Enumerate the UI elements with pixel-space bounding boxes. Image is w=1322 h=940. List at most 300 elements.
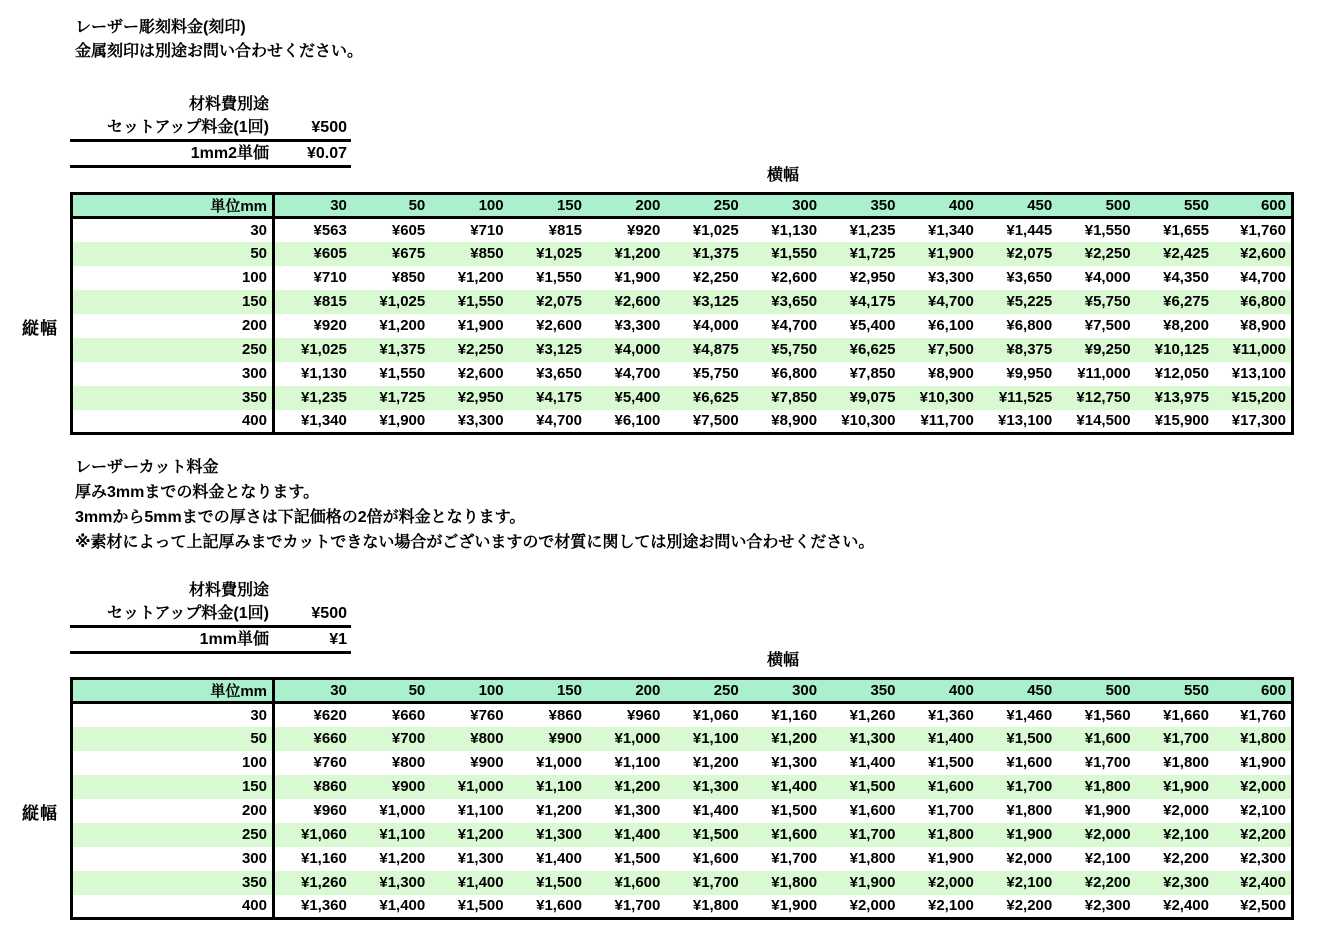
price-cell: ¥1,000 xyxy=(430,775,508,799)
width-column-header: 300 xyxy=(744,194,822,218)
price-cell: ¥2,600 xyxy=(771,269,818,286)
price-cell: ¥3,300 xyxy=(457,412,504,430)
height-row-header: 200 xyxy=(72,799,274,823)
price-cell: ¥1,000 xyxy=(379,802,426,819)
price-cell: ¥675 xyxy=(352,242,430,266)
price-cell: ¥6,800 xyxy=(1214,290,1293,314)
width-column-header: 150 xyxy=(509,194,587,218)
price-cell: ¥9,950 xyxy=(1006,365,1053,382)
price-cell: ¥1,300 xyxy=(457,850,504,867)
price-cell: ¥900 xyxy=(470,754,504,771)
price-cell: ¥1,100 xyxy=(352,823,430,847)
price-cell: ¥1,500 xyxy=(822,775,900,799)
price-cell: ¥11,525 xyxy=(979,386,1057,410)
unit-price-label: 1mm単価 xyxy=(199,631,269,648)
price-cell: ¥1,235 xyxy=(849,221,896,239)
price-cell: ¥2,000 xyxy=(849,897,896,915)
price-cell: ¥2,100 xyxy=(1240,802,1286,819)
price-cell: ¥2,200 xyxy=(1163,850,1209,867)
price-cell: ¥11,000 xyxy=(1077,365,1131,382)
price-cell: ¥2,000 xyxy=(1163,802,1209,819)
height-row-header: 250 xyxy=(72,823,274,847)
price-cell: ¥2,300 xyxy=(1136,871,1214,895)
price-cell: ¥1,200 xyxy=(587,775,665,799)
unit-price-row xyxy=(70,142,351,168)
price-cell: ¥4,000 xyxy=(1084,269,1131,286)
price-cell: ¥12,750 xyxy=(1057,386,1135,410)
price-cell: ¥2,600 xyxy=(1214,242,1293,266)
price-cell: ¥2,100 xyxy=(1084,850,1131,867)
price-cell: ¥1,200 xyxy=(457,269,504,286)
price-cell: ¥1,360 xyxy=(927,706,974,724)
price-cell: ¥2,000 xyxy=(1214,775,1293,799)
price-cell: ¥605 xyxy=(391,221,426,239)
price-cell: ¥6,100 xyxy=(614,412,661,430)
price-cell: ¥2,200 xyxy=(1006,897,1053,915)
price-cell: ¥1,900 xyxy=(771,897,818,915)
price-cell: ¥1,760 xyxy=(1240,706,1286,724)
price-cell: ¥3,300 xyxy=(927,269,974,286)
engraving-section-subtitle: 金属刻印は別途お問い合わせください。 xyxy=(75,43,364,60)
price-cell: ¥2,075 xyxy=(509,290,587,314)
price-cell: ¥2,250 xyxy=(692,269,739,286)
price-cell: ¥1,700 xyxy=(979,775,1057,799)
price-cell: ¥920 xyxy=(627,221,661,239)
cutting-setup-fee-block xyxy=(70,579,351,654)
price-cell: ¥920 xyxy=(313,317,347,334)
price-cell: ¥1,700 xyxy=(927,802,974,819)
price-cell: ¥1,300 xyxy=(614,802,661,819)
width-column-header: 300 xyxy=(744,679,822,703)
price-cell: ¥1,400 xyxy=(536,850,582,867)
cutting-note-2: 3mmから5mmまでの厚さは下記価格の2倍が料金となります。 xyxy=(75,509,526,526)
price-cell: ¥1,800 xyxy=(1214,727,1293,751)
price-cell: ¥4,700 xyxy=(614,365,661,382)
price-cell: ¥1,400 xyxy=(849,754,896,771)
price-cell: ¥1,060 xyxy=(692,706,739,724)
unit-corner-cell: 単位mm xyxy=(72,194,274,218)
price-cell: ¥17,300 xyxy=(1231,412,1286,430)
price-cell: ¥7,500 xyxy=(901,338,979,362)
height-axis-label: 縦幅 xyxy=(22,319,58,338)
price-cell: ¥5,400 xyxy=(587,386,665,410)
price-cell: ¥1,300 xyxy=(665,775,743,799)
width-column-header: 150 xyxy=(509,679,587,703)
price-row xyxy=(72,386,1293,410)
unit-price-value: ¥0.07 xyxy=(306,145,347,162)
price-cell: ¥1,300 xyxy=(352,871,430,895)
material-cost-note-row xyxy=(70,579,351,602)
cutting-note-1: 厚み3mmまでの料金となります。 xyxy=(75,484,320,501)
price-cell: ¥1,200 xyxy=(536,802,582,819)
price-cell: ¥850 xyxy=(391,269,426,286)
price-cell: ¥1,600 xyxy=(587,871,665,895)
height-row-header: 50 xyxy=(72,242,274,266)
engraving-section-title: レーザー彫刻料金(刻印) xyxy=(75,19,246,36)
price-cell: ¥4,700 xyxy=(771,317,818,334)
price-cell: ¥1,460 xyxy=(1006,706,1053,724)
price-cell: ¥3,650 xyxy=(536,365,582,382)
price-cell: ¥1,900 xyxy=(614,269,661,286)
price-cell: ¥7,500 xyxy=(692,412,739,430)
price-cell: ¥1,400 xyxy=(692,802,739,819)
price-row xyxy=(72,242,1293,266)
price-cell: ¥10,300 xyxy=(901,386,979,410)
price-cell: ¥1,100 xyxy=(457,802,504,819)
width-column-header: 200 xyxy=(587,679,665,703)
price-cell: ¥3,125 xyxy=(509,338,587,362)
width-axis-label: 横幅 xyxy=(766,652,799,669)
price-cell: ¥2,600 xyxy=(457,365,504,382)
price-cell: ¥1,160 xyxy=(300,850,347,867)
material-cost-note: 材料費別途 xyxy=(188,96,269,113)
width-column-header: 400 xyxy=(901,194,979,218)
price-cell: ¥860 xyxy=(548,706,582,724)
price-cell: ¥1,600 xyxy=(536,897,582,915)
price-cell: ¥1,500 xyxy=(979,727,1057,751)
price-cell: ¥3,650 xyxy=(1006,269,1053,286)
price-cell: ¥5,750 xyxy=(1057,290,1135,314)
price-cell: ¥2,100 xyxy=(1136,823,1214,847)
price-cell: ¥4,000 xyxy=(692,317,739,334)
price-cell: ¥850 xyxy=(430,242,508,266)
price-cell: ¥2,425 xyxy=(1136,242,1214,266)
price-cell: ¥1,130 xyxy=(771,221,818,239)
cutting-title-block xyxy=(75,455,874,555)
price-cell: ¥6,800 xyxy=(1006,317,1053,334)
price-cell: ¥1,725 xyxy=(352,386,430,410)
price-cell: ¥2,600 xyxy=(587,290,665,314)
width-column-header: 100 xyxy=(430,194,508,218)
price-cell: ¥8,375 xyxy=(979,338,1057,362)
price-cell: ¥1,760 xyxy=(1240,221,1286,239)
price-cell: ¥1,550 xyxy=(379,365,426,382)
price-row xyxy=(72,799,1293,823)
height-row-header: 300 xyxy=(72,362,274,386)
price-cell: ¥10,125 xyxy=(1136,338,1214,362)
height-axis-label: 縦幅 xyxy=(22,804,58,823)
engraving-price-table xyxy=(70,192,1294,435)
width-column-header: 30 xyxy=(274,194,352,218)
width-column-header: 250 xyxy=(665,194,743,218)
width-column-header: 400 xyxy=(901,679,979,703)
height-row-header: 400 xyxy=(72,410,274,434)
price-cell: ¥860 xyxy=(274,775,352,799)
width-column-header: 100 xyxy=(430,679,508,703)
price-cell: ¥1,200 xyxy=(692,754,739,771)
setup-fee-value: ¥500 xyxy=(311,605,347,622)
price-cell: ¥800 xyxy=(430,727,508,751)
price-cell: ¥1,800 xyxy=(692,897,739,915)
price-cell: ¥1,600 xyxy=(849,802,896,819)
price-cell: ¥2,950 xyxy=(849,269,896,286)
height-row-header: 100 xyxy=(72,266,274,290)
price-cell: ¥1,900 xyxy=(379,412,426,430)
price-cell: ¥1,655 xyxy=(1163,221,1209,239)
price-row xyxy=(72,338,1293,362)
width-column-header: 550 xyxy=(1136,679,1214,703)
price-row xyxy=(72,703,1293,727)
width-column-header: 30 xyxy=(274,679,352,703)
price-cell: ¥11,700 xyxy=(920,412,974,430)
price-cell: ¥4,350 xyxy=(1163,269,1209,286)
price-cell: ¥1,400 xyxy=(744,775,822,799)
price-cell: ¥9,075 xyxy=(822,386,900,410)
height-row-header: 50 xyxy=(72,727,274,751)
price-cell: ¥4,175 xyxy=(509,386,587,410)
price-cell: ¥2,400 xyxy=(1163,897,1209,915)
price-cell: ¥8,200 xyxy=(1163,317,1209,334)
price-cell: ¥660 xyxy=(274,727,352,751)
price-cell: ¥2,200 xyxy=(1057,871,1135,895)
price-cell: ¥1,375 xyxy=(352,338,430,362)
price-cell: ¥5,225 xyxy=(979,290,1057,314)
price-cell: ¥2,000 xyxy=(1057,823,1135,847)
price-cell: ¥1,900 xyxy=(822,871,900,895)
price-cell: ¥1,260 xyxy=(274,871,352,895)
price-cell: ¥815 xyxy=(274,290,352,314)
price-cell: ¥1,025 xyxy=(509,242,587,266)
price-cell: ¥900 xyxy=(509,727,587,751)
price-cell: ¥800 xyxy=(391,754,426,771)
price-cell: ¥563 xyxy=(313,221,347,239)
price-cell: ¥1,700 xyxy=(665,871,743,895)
price-cell: ¥5,400 xyxy=(849,317,896,334)
price-cell: ¥6,625 xyxy=(822,338,900,362)
price-cell: ¥1,000 xyxy=(536,754,582,771)
price-cell: ¥2,250 xyxy=(430,338,508,362)
price-cell: ¥710 xyxy=(313,269,347,286)
width-column-header: 450 xyxy=(979,194,1057,218)
price-cell: ¥1,375 xyxy=(665,242,743,266)
price-cell: ¥1,900 xyxy=(1136,775,1214,799)
price-cell: ¥4,175 xyxy=(822,290,900,314)
price-cell: ¥2,600 xyxy=(536,317,582,334)
price-cell: ¥4,700 xyxy=(901,290,979,314)
price-cell: ¥900 xyxy=(352,775,430,799)
width-column-header: 50 xyxy=(352,194,430,218)
price-cell: ¥1,600 xyxy=(744,823,822,847)
cutting-price-table xyxy=(70,677,1294,920)
price-cell: ¥1,500 xyxy=(614,850,661,867)
price-cell: ¥1,445 xyxy=(1006,221,1053,239)
price-cell: ¥700 xyxy=(352,727,430,751)
price-cell: ¥1,025 xyxy=(352,290,430,314)
price-cell: ¥9,250 xyxy=(1057,338,1135,362)
price-cell: ¥1,700 xyxy=(614,897,661,915)
width-column-header: 350 xyxy=(822,679,900,703)
width-column-header: 550 xyxy=(1136,194,1214,218)
price-cell: ¥7,850 xyxy=(744,386,822,410)
price-row xyxy=(72,895,1293,919)
price-cell: ¥4,875 xyxy=(665,338,743,362)
height-row-header: 250 xyxy=(72,338,274,362)
price-cell: ¥2,400 xyxy=(1214,871,1293,895)
price-cell: ¥11,000 xyxy=(1214,338,1293,362)
unit-price-value: ¥1 xyxy=(329,631,347,648)
width-column-header: 450 xyxy=(979,679,1057,703)
price-cell: ¥1,550 xyxy=(1084,221,1131,239)
price-cell: ¥1,800 xyxy=(849,850,896,867)
height-row-header: 200 xyxy=(72,314,274,338)
price-cell: ¥2,075 xyxy=(979,242,1057,266)
price-cell: ¥1,100 xyxy=(509,775,587,799)
price-cell: ¥2,100 xyxy=(927,897,974,915)
price-cell: ¥2,500 xyxy=(1240,897,1286,915)
price-row xyxy=(72,410,1293,434)
price-cell: ¥1,600 xyxy=(692,850,739,867)
price-cell: ¥1,340 xyxy=(300,412,347,430)
price-row xyxy=(72,266,1293,290)
price-cell: ¥2,200 xyxy=(1214,823,1293,847)
price-cell: ¥605 xyxy=(274,242,352,266)
price-cell: ¥7,500 xyxy=(1084,317,1131,334)
price-cell: ¥2,000 xyxy=(1006,850,1053,867)
width-column-header: 600 xyxy=(1214,679,1293,703)
empty-cell xyxy=(272,579,351,602)
price-cell: ¥2,000 xyxy=(901,871,979,895)
price-cell: ¥1,725 xyxy=(822,242,900,266)
price-cell: ¥2,300 xyxy=(1084,897,1131,915)
header-row xyxy=(72,194,1293,218)
price-cell: ¥15,200 xyxy=(1214,386,1293,410)
price-cell: ¥1,900 xyxy=(1084,802,1131,819)
empty-cell xyxy=(272,93,351,116)
price-cell: ¥1,700 xyxy=(771,850,818,867)
price-cell: ¥1,025 xyxy=(274,338,352,362)
price-cell: ¥13,975 xyxy=(1136,386,1214,410)
price-cell: ¥1,400 xyxy=(587,823,665,847)
price-cell: ¥1,200 xyxy=(379,850,426,867)
price-cell: ¥5,750 xyxy=(692,365,739,382)
price-cell: ¥2,300 xyxy=(1240,850,1286,867)
width-column-header: 500 xyxy=(1057,679,1135,703)
price-cell: ¥1,400 xyxy=(379,897,426,915)
cutting-note-3: ※素材によって上記厚みまでカットできない場合がございますので材質に関しては別途お問い合わせください。 xyxy=(75,534,875,551)
price-cell: ¥3,300 xyxy=(614,317,661,334)
price-cell: ¥1,550 xyxy=(536,269,582,286)
price-cell: ¥960 xyxy=(627,706,661,724)
price-cell: ¥1,500 xyxy=(665,823,743,847)
price-cell: ¥13,100 xyxy=(1231,365,1286,382)
setup-fee-label: セットアップ料金(1回) xyxy=(107,605,269,622)
unit-price-label: 1mm2単価 xyxy=(190,145,269,162)
price-cell: ¥1,600 xyxy=(1057,727,1135,751)
price-row xyxy=(72,775,1293,799)
price-cell: ¥1,200 xyxy=(587,242,665,266)
price-cell: ¥4,000 xyxy=(587,338,665,362)
price-cell: ¥8,900 xyxy=(771,412,818,430)
price-cell: ¥1,300 xyxy=(771,754,818,771)
price-cell: ¥1,500 xyxy=(771,802,818,819)
price-cell: ¥1,800 xyxy=(1057,775,1135,799)
price-row xyxy=(72,362,1293,386)
price-cell: ¥760 xyxy=(470,706,504,724)
price-cell: ¥15,900 xyxy=(1154,412,1209,430)
price-cell: ¥1,200 xyxy=(379,317,426,334)
price-cell: ¥1,900 xyxy=(457,317,504,334)
price-cell: ¥10,300 xyxy=(841,412,896,430)
height-row-header: 30 xyxy=(72,703,274,727)
price-cell: ¥1,500 xyxy=(457,897,504,915)
price-cell: ¥1,025 xyxy=(692,221,739,239)
price-cell: ¥1,550 xyxy=(430,290,508,314)
engraving-setup-fee-block xyxy=(70,93,351,168)
width-column-header: 250 xyxy=(665,679,743,703)
price-cell: ¥1,500 xyxy=(509,871,587,895)
price-cell: ¥1,600 xyxy=(901,775,979,799)
price-cell: ¥760 xyxy=(313,754,347,771)
material-cost-note-row xyxy=(70,93,351,116)
width-axis-label: 横幅 xyxy=(766,167,799,184)
price-row xyxy=(72,314,1293,338)
price-cell: ¥6,275 xyxy=(1136,290,1214,314)
price-cell: ¥1,000 xyxy=(587,727,665,751)
price-cell: ¥3,125 xyxy=(665,290,743,314)
price-cell: ¥1,060 xyxy=(274,823,352,847)
price-cell: ¥1,130 xyxy=(300,365,347,382)
price-cell: ¥6,100 xyxy=(927,317,974,334)
setup-fee-row xyxy=(70,116,351,142)
height-row-header: 150 xyxy=(72,775,274,799)
price-cell: ¥1,360 xyxy=(300,897,347,915)
price-cell: ¥7,850 xyxy=(849,365,896,382)
price-cell: ¥1,800 xyxy=(901,823,979,847)
price-cell: ¥1,900 xyxy=(927,850,974,867)
price-cell: ¥1,800 xyxy=(1163,754,1209,771)
price-row xyxy=(72,751,1293,775)
price-cell: ¥1,260 xyxy=(849,706,896,724)
width-column-header: 350 xyxy=(822,194,900,218)
setup-fee-value: ¥500 xyxy=(311,119,347,136)
price-cell: ¥8,900 xyxy=(927,365,974,382)
material-cost-note: 材料費別途 xyxy=(188,582,269,599)
width-column-header: 600 xyxy=(1214,194,1293,218)
price-row xyxy=(72,290,1293,314)
price-cell: ¥1,400 xyxy=(430,871,508,895)
price-cell: ¥1,100 xyxy=(665,727,743,751)
setup-fee-row xyxy=(70,602,351,628)
price-cell: ¥960 xyxy=(313,802,347,819)
header-row xyxy=(72,679,1293,703)
price-row xyxy=(72,847,1293,871)
price-cell: ¥6,800 xyxy=(771,365,818,382)
price-cell: ¥1,235 xyxy=(274,386,352,410)
price-cell: ¥1,300 xyxy=(822,727,900,751)
height-row-header: 400 xyxy=(72,895,274,919)
price-row xyxy=(72,218,1293,242)
height-row-header: 350 xyxy=(72,871,274,895)
price-cell: ¥660 xyxy=(391,706,426,724)
price-cell: ¥5,750 xyxy=(744,338,822,362)
price-cell: ¥8,900 xyxy=(1240,317,1286,334)
setup-fee-label: セットアップ料金(1回) xyxy=(107,119,269,136)
price-cell: ¥1,700 xyxy=(1084,754,1131,771)
price-cell: ¥1,200 xyxy=(430,823,508,847)
price-cell: ¥1,900 xyxy=(1240,754,1286,771)
price-cell: ¥13,100 xyxy=(998,412,1053,430)
price-cell: ¥1,800 xyxy=(1006,802,1053,819)
width-column-header: 50 xyxy=(352,679,430,703)
price-cell: ¥1,900 xyxy=(979,823,1057,847)
unit-corner-cell: 単位mm xyxy=(72,679,274,703)
price-cell: ¥1,100 xyxy=(614,754,661,771)
height-row-header: 30 xyxy=(72,218,274,242)
price-cell: ¥1,340 xyxy=(927,221,974,239)
price-cell: ¥12,050 xyxy=(1154,365,1209,382)
price-cell: ¥620 xyxy=(313,706,347,724)
width-column-header: 500 xyxy=(1057,194,1135,218)
